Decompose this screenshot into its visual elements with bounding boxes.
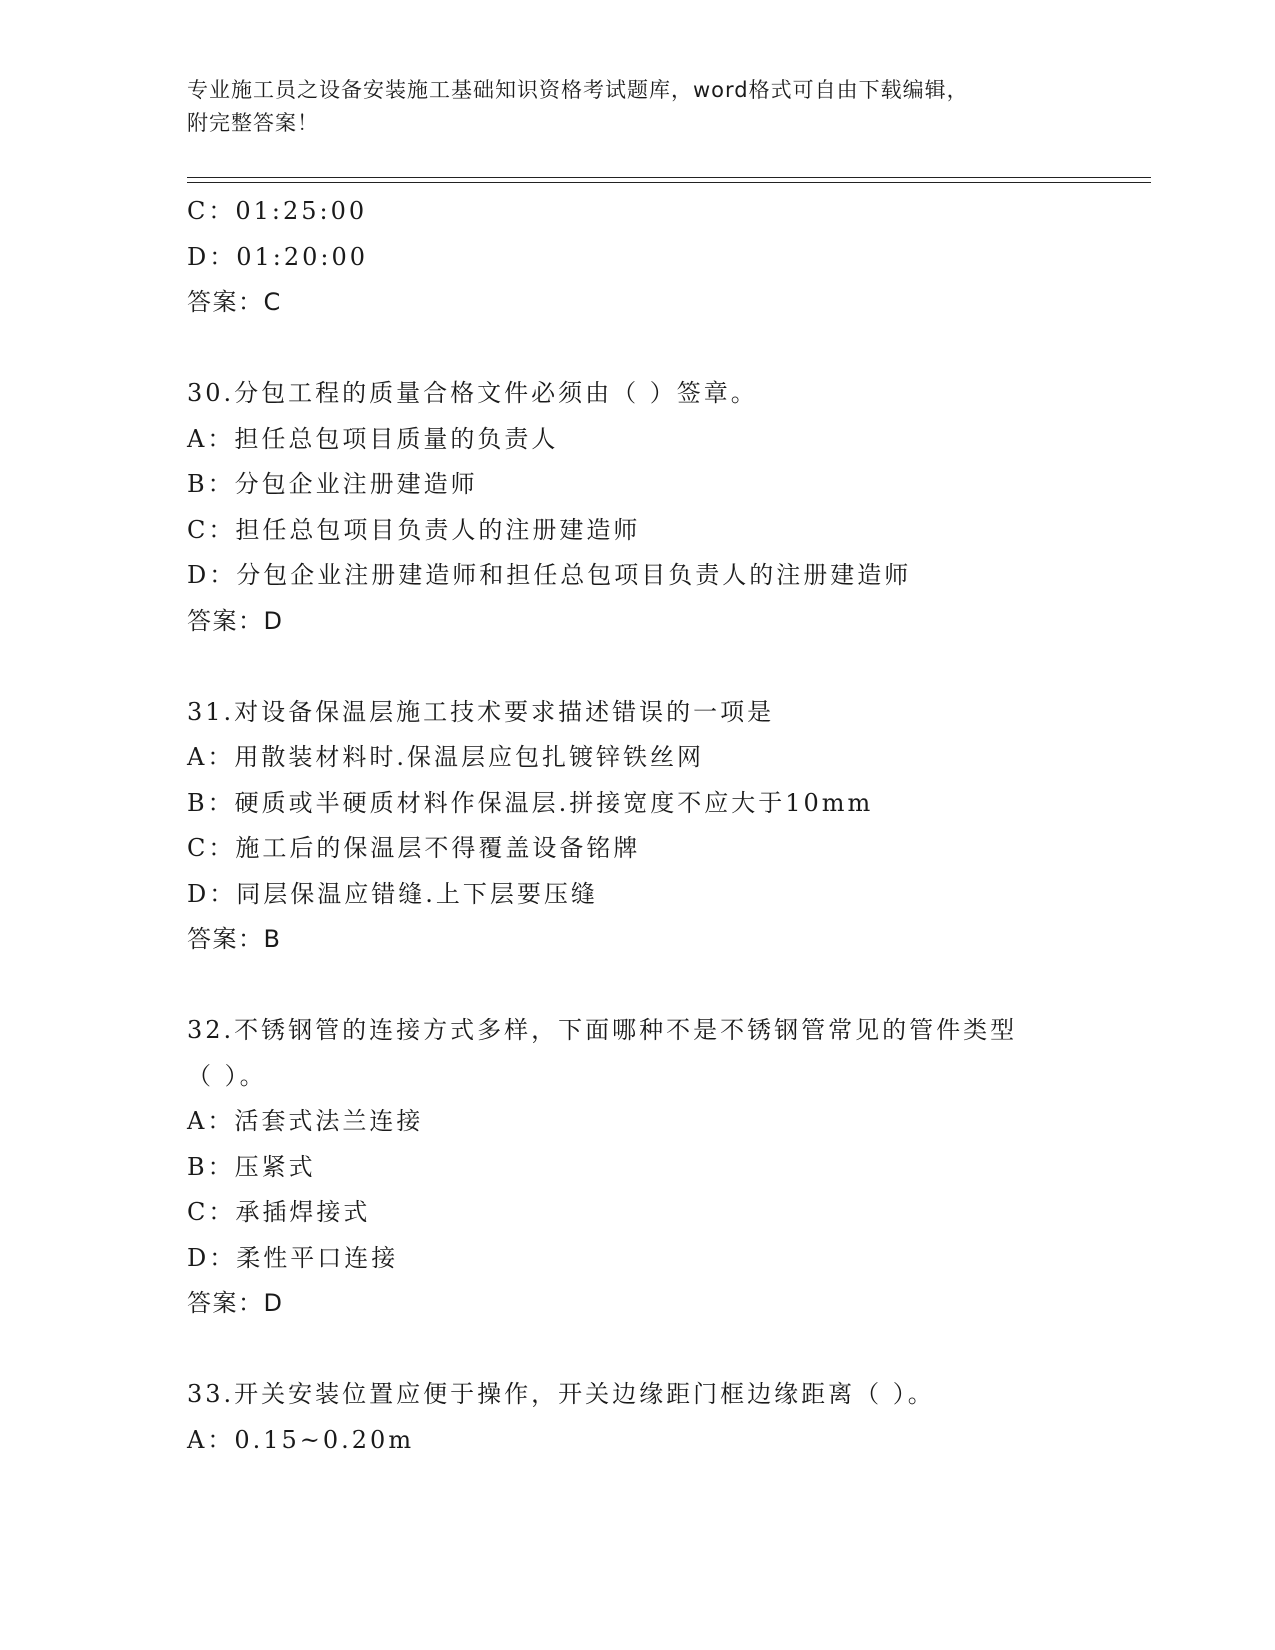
answer-line: 答案：D [187,606,284,635]
header-divider-top [187,177,1151,178]
spacer [187,644,1151,690]
option-b: B：分包企业注册建造师 [187,470,478,498]
answer-line: 答案：C [187,288,282,316]
question-text-line-1: 32.不锈钢管的连接方式多样，下面哪种不是不锈钢管常见的管件类型 [187,1016,1018,1044]
document-header [187,74,1067,140]
header-divider-bottom [187,182,1151,183]
answer-line: 答案：D [187,1289,284,1317]
question-text-line-2: （ ）。 [187,1061,267,1090]
option-b: B：压紧式 [187,1152,316,1181]
option-c: C：01:25:00 [187,197,368,225]
header-line-1: 专业施工员之设备安装施工基础知识资格考试题库，word格式可自由下载编辑， [187,78,969,102]
option-a: A：0.15~0.20m [187,1425,415,1454]
question-list [187,189,1151,1463]
option-a: A：用散装材料时.保温层应包扎镀锌铁丝网 [187,743,704,771]
question-text: 30.分包工程的质量合格文件必须由（ ）签章。 [187,379,758,407]
option-d: D：同层保温应错缝.上下层要压缝 [187,879,598,908]
option-a: A：活套式法兰连接 [187,1107,424,1135]
option-c: C：施工后的保温层不得覆盖设备铭牌 [187,834,641,862]
option-c: C：承插焊接式 [187,1198,371,1226]
spacer [187,963,1151,1009]
answer-line: 答案：B [187,925,282,953]
option-d: D：01:20:00 [187,242,369,271]
question-30 [187,371,1151,644]
question-33 [187,1372,1151,1463]
header-line-2: 附完整答案！ [187,111,319,135]
spacer [187,326,1151,372]
option-d: D：分包企业注册建造师和担任总包项目负责人的注册建造师 [187,561,912,589]
spacer [187,1327,1151,1373]
question-text: 33.开关安装位置应便于操作，开关边缘距门框边缘距离（ ）。 [187,1380,935,1408]
option-d: D：柔性平口连接 [187,1243,399,1272]
option-b: B：硬质或半硬质材料作保温层.拼接宽度不应大于10mm [187,788,874,817]
question-text: 31.对设备保温层施工技术要求描述错误的一项是 [187,697,775,726]
question-32 [187,1008,1151,1327]
question-31 [187,690,1151,963]
question-29-tail [187,189,1151,326]
option-c: C：担任总包项目负责人的注册建造师 [187,515,641,544]
option-a: A：担任总包项目质量的负责人 [187,424,559,453]
